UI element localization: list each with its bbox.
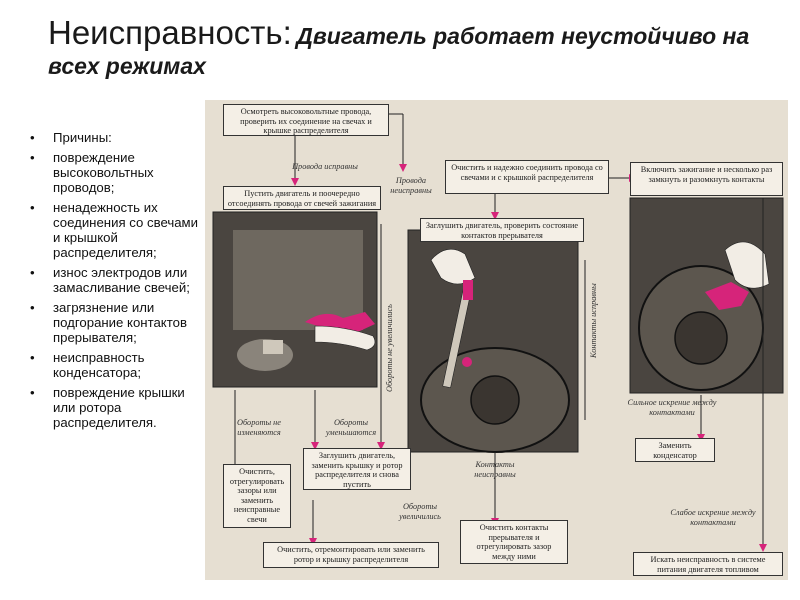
step-clean-contacts: Очистить контакты прерывателя и отрегулировать зазор между ними [460,520,568,564]
step-ignition-on: Включить зажигание и несколько раз замкнуть и разомкнуть контакты [630,162,783,196]
photo-breaker-contacts [408,230,578,452]
step-stop-engine: Заглушить двигатель, проверить состояние контактов прерывателя [420,218,584,242]
step-start-engine: Пустить двигатель и поочередно отсоединять провода от свечей зажигания [223,186,381,210]
slide-title [48,14,788,80]
step-clean-plugs: Очистить, отрегулировать зазоры или заменить неисправные свечи [223,464,291,528]
photo-spark-plug-wire [213,212,377,387]
list-item: • ненадежность их соединения со свечами и крышкой распределителя; [26,200,208,260]
causes-list [26,130,208,435]
photo-distributor-ignition [630,198,783,393]
title-sub: Двигатель работает неустойчиво на всех режимах [48,23,750,79]
label-rpm-decrease: Обороты уменьшаются [325,418,377,437]
list-item: • загрязнение или подгорание контактов прерывателя; [26,300,208,345]
label-rpm-unchanged: Обороты не изменяются [237,418,281,437]
label-rpm-not-increased: Обороты не увеличились [385,304,394,392]
label-strong-spark: Сильное искрение между контактами [627,398,717,417]
step-replace-condenser: Заменить конденсатор [635,438,715,462]
step-replace-cap: Заглушить двигатель, заменить крышку и ротор распределителя и снова пустить [303,448,411,490]
label-contacts-faulty: Контакты неисправны [474,460,516,479]
title-main: Неисправность: [48,14,292,51]
step-clean-connect: Очистить и надежно соединить провода со свечами и с крышкой распределителя [445,160,609,194]
label-contacts-ok: Контакты исправны [589,283,598,358]
step-repair-cap: Очистить, отремонтировать или заменить ротор и крышку распределителя [263,542,439,568]
list-item: • повреждение крышки или ротора распределителя. [26,385,208,430]
label-wires-faulty: Провода неисправны [390,176,432,195]
label-rpm-increased: Обороты увеличились [399,502,441,521]
flowchart-diagram [205,100,788,580]
list-item: • неисправность конденсатора; [26,350,208,380]
step-fuel-system: Искать неисправность в системе питания двигателя топливом [633,552,783,576]
label-wires-ok: Провода исправны [292,162,358,171]
list-item: • повреждение высоковольтных проводов; [26,150,208,195]
list-item: • Причины: [26,130,208,145]
label-weak-spark: Слабое искрение между контактами [670,508,756,527]
step-inspect-wires: Осмотреть высоковольтные провода, проверить их соединение на свечах и крышке распределителя [223,104,389,136]
list-item: • износ электродов или замасливание свечей; [26,265,208,295]
